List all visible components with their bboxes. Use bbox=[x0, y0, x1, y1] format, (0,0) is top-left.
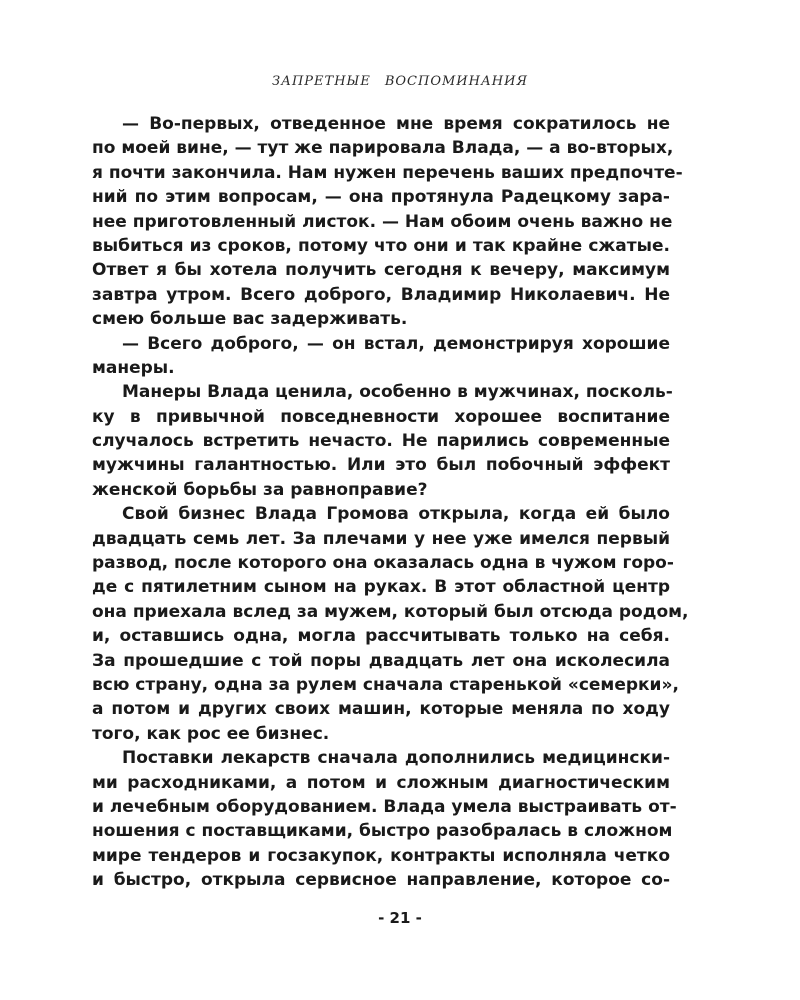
text-line: мужчины галантностью. Или это был побочный эффект bbox=[92, 455, 670, 476]
text-line: мире тендеров и госзакупок, контракты исполняла четко bbox=[92, 845, 670, 866]
text-line: Поставки лекарств сначала дополнились медицински- bbox=[122, 748, 670, 769]
text-line: и лечебным оборудованием. Влада умела выстраивать от- bbox=[92, 796, 677, 817]
text-line: развод, после которого она оказалась одна в чужом горо- bbox=[92, 553, 674, 574]
text-line: случалось встретить нечасто. Не парились современные bbox=[92, 431, 670, 452]
text-line: двадцать семь лет. За плечами у нее уже имелся первый bbox=[92, 528, 670, 549]
text-line: она приехала вслед за мужем, который был отсюда родом, bbox=[92, 601, 689, 622]
text-line: по моей вине, — тут же парировала Влада, — а во-вторых, bbox=[92, 138, 674, 159]
text-line: смею больше вас задерживать. bbox=[92, 309, 408, 330]
paragraph bbox=[92, 332, 670, 381]
paragraph bbox=[92, 502, 689, 746]
text-line: де с пятилетним сыном на руках. В этот областной центр bbox=[92, 577, 670, 598]
text-line: ношения с поставщиками, быстро разобралась в сложном bbox=[92, 821, 673, 842]
text-line: нее приготовленный листок. — Нам обоим очень важно не bbox=[92, 211, 673, 232]
text-line: и, оставшись одна, могла рассчитывать только на себя. bbox=[92, 626, 670, 647]
text-line: я почти закончила. Нам нужен перечень ваших предпочте- bbox=[92, 162, 683, 183]
running-head bbox=[0, 74, 800, 89]
text-line: манеры. bbox=[92, 357, 175, 378]
text-line: За прошедшие с той поры двадцать лет она исколесила bbox=[92, 650, 670, 671]
text-line: ми расходниками, а потом и сложным диагностическим bbox=[92, 772, 670, 793]
text-line: ку в привычной повседневности хорошее воспитание bbox=[92, 406, 670, 427]
text-line: всю страну, одна за рулем сначала старенькой «семерки», bbox=[92, 674, 679, 695]
text-line: женской борьбы за равноправие? bbox=[92, 479, 428, 500]
text-line: выбиться из сроков, потому что они и так крайне сжатые. bbox=[92, 235, 670, 256]
text-line: того, как рос ее бизнес. bbox=[92, 723, 330, 744]
page-number: - 21 - bbox=[378, 909, 422, 927]
running-head-word: ЗАПРЕТНЫЕ bbox=[272, 74, 371, 89]
text-line: и быстро, открыла сервисное направление, которое со- bbox=[92, 870, 670, 891]
text-line: Манеры Влада ценила, особенно в мужчинах, посколь- bbox=[122, 382, 673, 403]
text-line: а потом и других своих машин, которые меняла по ходу bbox=[92, 699, 670, 720]
paragraph bbox=[92, 112, 683, 332]
text-line: Свой бизнес Влада Громова открыла, когда ей было bbox=[122, 504, 670, 525]
text-line: Ответ я бы хотела получить сегодня к вечеру, максимум bbox=[92, 260, 670, 281]
text-line: завтра утром. Всего доброго, Владимир Николаевич. Не bbox=[92, 284, 670, 305]
paragraph bbox=[92, 746, 677, 892]
text-line: ний по этим вопросам, — она протянула Радецкому зара- bbox=[92, 187, 670, 208]
text-line: — Всего доброго, — он встал, демонстрируя хорошие bbox=[122, 333, 670, 354]
running-head-word: ВОСПОМИНАНИЯ bbox=[384, 74, 528, 89]
paragraph bbox=[92, 380, 673, 502]
body-text bbox=[92, 112, 689, 893]
text-line: — Во-первых, отведенное мне время сократилось не bbox=[122, 114, 670, 134]
